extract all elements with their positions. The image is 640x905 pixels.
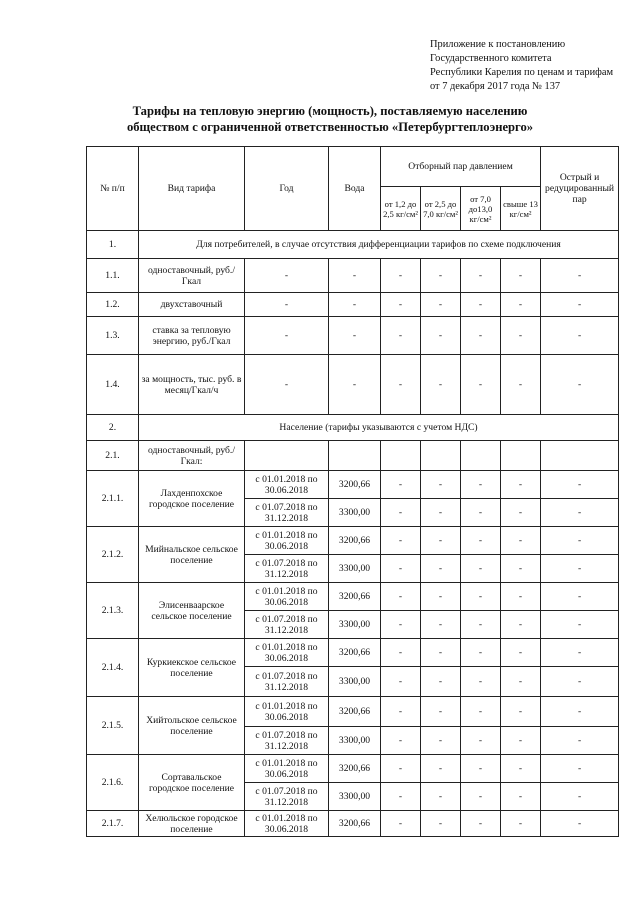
period-cell: с 01.01.2018 по 30.06.2018 (245, 471, 329, 499)
dash-cell: - (461, 583, 501, 611)
section-row (87, 415, 619, 441)
dash-cell: - (381, 755, 421, 783)
dash-cell: - (381, 583, 421, 611)
section-label: Для потребителей, в случае отсутствия дифференциации тарифов по схеме подключения (139, 231, 619, 259)
header-pressure-1: от 1,2 до 2,5 кг/см² (381, 187, 421, 231)
document-title (60, 103, 600, 135)
dash-cell: - (245, 293, 329, 317)
dash-cell: - (381, 355, 421, 415)
dash-cell: - (421, 755, 461, 783)
section-num: 1. (87, 231, 139, 259)
empty-cell (541, 441, 619, 471)
dash-cell: - (501, 555, 541, 583)
row-num: 1.4. (87, 355, 139, 415)
dash-cell: - (541, 755, 619, 783)
dash-cell: - (541, 583, 619, 611)
dash-cell: - (329, 317, 381, 355)
period-cell: с 01.07.2018 по 31.12.2018 (245, 499, 329, 527)
dash-cell: - (541, 667, 619, 697)
header-water: Вода (329, 147, 381, 231)
table-row (87, 441, 619, 471)
dash-cell: - (501, 499, 541, 527)
header-year: Год (245, 147, 329, 231)
dash-cell: - (501, 317, 541, 355)
dash-cell: - (541, 499, 619, 527)
dash-cell: - (461, 355, 501, 415)
dash-cell: - (329, 355, 381, 415)
water-value: 3300,00 (329, 667, 381, 697)
table-row (87, 355, 619, 415)
settlement-name: Лахденпохское городское поселение (139, 471, 245, 527)
row-label: за мощность, тыс. руб. в месяц/Гкал/ч (139, 355, 245, 415)
header-pressure-2: от 2,5 до 7,0 кг/см² (421, 187, 461, 231)
dash-cell: - (421, 317, 461, 355)
settlement-name: Хелюльское городское поселение (139, 811, 245, 837)
dash-cell: - (541, 293, 619, 317)
dash-cell: - (541, 259, 619, 293)
empty-cell (421, 441, 461, 471)
dash-cell: - (329, 293, 381, 317)
dash-cell: - (501, 355, 541, 415)
empty-cell (501, 441, 541, 471)
settlement-name: Хийтольское сельское поселение (139, 697, 245, 755)
dash-cell: - (541, 555, 619, 583)
water-value: 3200,66 (329, 697, 381, 727)
settlement-num: 2.1.6. (87, 755, 139, 811)
appendix-line: от 7 декабря 2017 года № 137 (430, 81, 561, 92)
appendix-line: Республики Карелия по ценам и тарифам (430, 67, 614, 78)
water-value: 3300,00 (329, 611, 381, 639)
dash-cell: - (541, 727, 619, 755)
dash-cell: - (381, 259, 421, 293)
water-value: 3200,66 (329, 471, 381, 499)
dash-cell: - (421, 259, 461, 293)
settlement-num: 2.1.1. (87, 471, 139, 527)
dash-cell: - (461, 293, 501, 317)
dash-cell: - (381, 667, 421, 697)
period-cell: с 01.07.2018 по 31.12.2018 (245, 611, 329, 639)
dash-cell: - (381, 727, 421, 755)
table-row (87, 471, 619, 499)
title-line-2: обществом с ограниченной ответственностью «Петербургтеплоэнерго» (126, 120, 534, 134)
dash-cell: - (421, 555, 461, 583)
dash-cell: - (381, 639, 421, 667)
dash-cell: - (461, 611, 501, 639)
water-value: 3200,66 (329, 639, 381, 667)
appendix-block (430, 38, 635, 94)
dash-cell: - (421, 667, 461, 697)
empty-cell (245, 441, 329, 471)
appendix-line: Государственного комитета (430, 53, 552, 64)
dash-cell: - (421, 783, 461, 811)
dash-cell: - (541, 811, 619, 837)
settlement-name: Сортавальское городское поселение (139, 755, 245, 811)
period-cell: с 01.01.2018 по 30.06.2018 (245, 527, 329, 555)
dash-cell: - (541, 697, 619, 727)
header-pressure-4: свыше 13 кг/см² (501, 187, 541, 231)
dash-cell: - (461, 811, 501, 837)
table-row (87, 259, 619, 293)
dash-cell: - (421, 499, 461, 527)
settlement-name: Мийнальское сельское поселение (139, 527, 245, 583)
dash-cell: - (461, 317, 501, 355)
settlement-name: Элисенваарское сельское поселение (139, 583, 245, 639)
dash-cell: - (501, 811, 541, 837)
header-steam: Отборный пар давлением (381, 147, 541, 187)
dash-cell: - (381, 293, 421, 317)
dash-cell: - (501, 639, 541, 667)
table-row (87, 811, 619, 837)
dash-cell: - (461, 667, 501, 697)
table-row (87, 583, 619, 611)
dash-cell: - (461, 555, 501, 583)
settlement-num: 2.1.4. (87, 639, 139, 697)
header-pressure-3: от 7,0 до13,0 кг/см² (461, 187, 501, 231)
period-cell: с 01.07.2018 по 31.12.2018 (245, 783, 329, 811)
dash-cell: - (461, 527, 501, 555)
dash-cell: - (501, 527, 541, 555)
dash-cell: - (381, 471, 421, 499)
row-label: одноставочный, руб./Гкал (139, 259, 245, 293)
dash-cell: - (501, 611, 541, 639)
dash-cell: - (541, 355, 619, 415)
settlement-num: 2.1.3. (87, 583, 139, 639)
period-cell: с 01.01.2018 по 30.06.2018 (245, 639, 329, 667)
dash-cell: - (501, 293, 541, 317)
water-value: 3200,66 (329, 811, 381, 837)
dash-cell: - (461, 783, 501, 811)
row-label: одноставочный, руб./Гкал: (139, 441, 245, 471)
appendix-line: Приложение к постановлению (430, 39, 566, 50)
settlement-num: 2.1.7. (87, 811, 139, 837)
dash-cell: - (501, 783, 541, 811)
dash-cell: - (541, 317, 619, 355)
dash-cell: - (461, 755, 501, 783)
dash-cell: - (461, 499, 501, 527)
dash-cell: - (245, 317, 329, 355)
water-value: 3300,00 (329, 555, 381, 583)
row-num: 2.1. (87, 441, 139, 471)
empty-cell (329, 441, 381, 471)
period-cell: с 01.01.2018 по 30.06.2018 (245, 811, 329, 837)
dash-cell: - (381, 527, 421, 555)
dash-cell: - (381, 317, 421, 355)
dash-cell: - (461, 639, 501, 667)
dash-cell: - (329, 259, 381, 293)
water-value: 3200,66 (329, 583, 381, 611)
table-row (87, 639, 619, 667)
dash-cell: - (381, 611, 421, 639)
dash-cell: - (421, 527, 461, 555)
row-label: двухставочный (139, 293, 245, 317)
table-row (87, 293, 619, 317)
table-row (87, 697, 619, 727)
dash-cell: - (381, 783, 421, 811)
table-row (87, 527, 619, 555)
settlement-num: 2.1.2. (87, 527, 139, 583)
dash-cell: - (421, 811, 461, 837)
period-cell: с 01.01.2018 по 30.06.2018 (245, 697, 329, 727)
water-value: 3300,00 (329, 727, 381, 755)
dash-cell: - (461, 471, 501, 499)
water-value: 3300,00 (329, 499, 381, 527)
dash-cell: - (421, 611, 461, 639)
row-num: 1.3. (87, 317, 139, 355)
dash-cell: - (381, 555, 421, 583)
table-row (87, 755, 619, 783)
dash-cell: - (541, 783, 619, 811)
period-cell: с 01.07.2018 по 31.12.2018 (245, 555, 329, 583)
dash-cell: - (501, 755, 541, 783)
dash-cell: - (421, 293, 461, 317)
settlement-name: Куркиекское сельское поселение (139, 639, 245, 697)
settlement-num: 2.1.5. (87, 697, 139, 755)
water-value: 3300,00 (329, 783, 381, 811)
dash-cell: - (421, 471, 461, 499)
dash-cell: - (461, 259, 501, 293)
dash-cell: - (541, 639, 619, 667)
dash-cell: - (421, 639, 461, 667)
empty-cell (381, 441, 421, 471)
header-type: Вид тарифа (139, 147, 245, 231)
water-value: 3200,66 (329, 527, 381, 555)
dash-cell: - (461, 727, 501, 755)
dash-cell: - (501, 583, 541, 611)
dash-cell: - (421, 697, 461, 727)
dash-cell: - (501, 259, 541, 293)
section-row (87, 231, 619, 259)
dash-cell: - (461, 697, 501, 727)
row-num: 1.2. (87, 293, 139, 317)
dash-cell: - (541, 471, 619, 499)
dash-cell: - (541, 611, 619, 639)
dash-cell: - (421, 583, 461, 611)
dash-cell: - (381, 697, 421, 727)
dash-cell: - (501, 697, 541, 727)
row-num: 1.1. (87, 259, 139, 293)
water-value: 3200,66 (329, 755, 381, 783)
dash-cell: - (501, 667, 541, 697)
dash-cell: - (421, 727, 461, 755)
dash-cell: - (245, 355, 329, 415)
tariff-table (86, 146, 619, 837)
dash-cell: - (541, 527, 619, 555)
row-label: ставка за тепловую энергию, руб./Гкал (139, 317, 245, 355)
dash-cell: - (421, 355, 461, 415)
period-cell: с 01.01.2018 по 30.06.2018 (245, 583, 329, 611)
section-num: 2. (87, 415, 139, 441)
dash-cell: - (381, 811, 421, 837)
period-cell: с 01.01.2018 по 30.06.2018 (245, 755, 329, 783)
dash-cell: - (245, 259, 329, 293)
header-sharp-steam: Острый и редуцированный пар (541, 147, 619, 231)
header-num: № п/п (87, 147, 139, 231)
dash-cell: - (501, 471, 541, 499)
dash-cell: - (381, 499, 421, 527)
empty-cell (461, 441, 501, 471)
period-cell: с 01.07.2018 по 31.12.2018 (245, 667, 329, 697)
period-cell: с 01.07.2018 по 31.12.2018 (245, 727, 329, 755)
table-row (87, 317, 619, 355)
section-label: Население (тарифы указываются с учетом НДС) (139, 415, 619, 441)
title-line-1: Тарифы на тепловую энергию (мощность), поставляемую населению (132, 104, 528, 118)
dash-cell: - (501, 727, 541, 755)
